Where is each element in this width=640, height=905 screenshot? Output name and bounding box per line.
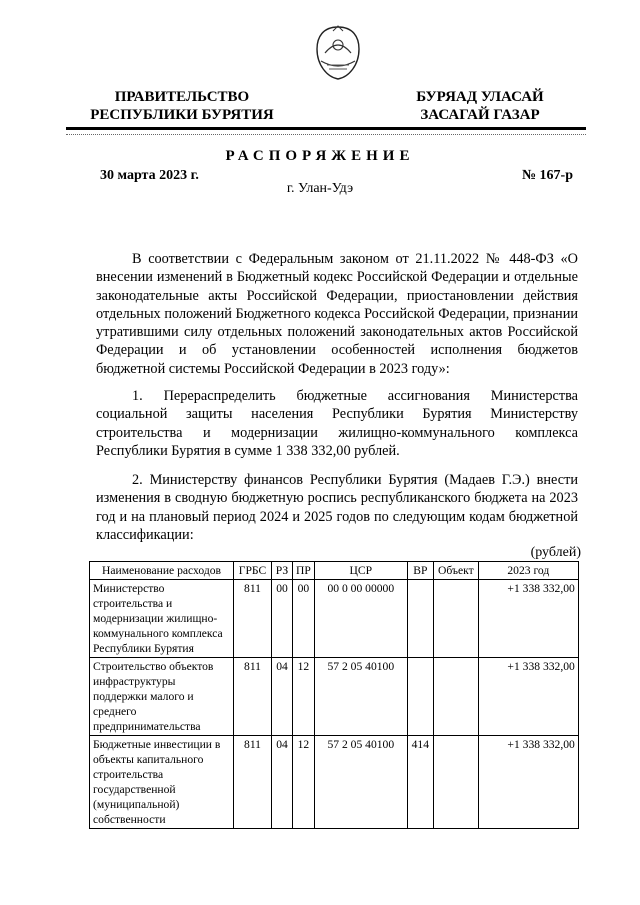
table-cell-amount: +1 338 332,00	[478, 580, 578, 658]
table-cell-pr: 12	[293, 658, 315, 736]
table-cell-csr: 57 2 05 40100	[314, 736, 407, 829]
document-title: РАСПОРЯЖЕНИЕ	[225, 148, 415, 164]
table-cell-object	[433, 658, 478, 736]
document-date: 30 марта 2023 г.	[100, 168, 199, 183]
table-cell-rz: 04	[272, 658, 293, 736]
table-cell-pr: 00	[293, 580, 315, 658]
table-row	[90, 658, 579, 736]
table-cell-vr	[407, 580, 433, 658]
table-cell-grbs: 811	[234, 580, 272, 658]
column-header: 2023 год	[478, 562, 578, 580]
table-cell-amount: +1 338 332,00	[478, 658, 578, 736]
clause-2-paragraph: 2. Министерству финансов Республики Бурятия (Мадаев Г.Э.) внести изменения в сводную бюджетную роспись республиканского бюджета на 2023 год и на плановый период 2024 и 2025 годов по следующим кодам бюджетной классификации:	[96, 472, 578, 543]
header-divider-dotted	[66, 134, 586, 135]
table-cell-name: Министерство строительства и модернизации жилищно-коммунального комплекса Республики Бурятия	[90, 580, 234, 658]
table-cell-object	[433, 580, 478, 658]
table-cell-pr: 12	[293, 736, 315, 829]
table-cell-vr	[407, 658, 433, 736]
government-name-line: РЕСПУБЛИКИ БУРЯТИЯ	[90, 107, 274, 123]
government-name-line: ПРАВИТЕЛЬСТВО	[114, 89, 250, 105]
government-name-ru	[82, 88, 282, 124]
table-row	[90, 736, 579, 829]
table-cell-amount: +1 338 332,00	[478, 736, 578, 829]
column-header: ЦСР	[314, 562, 407, 580]
column-header: ПР	[293, 562, 315, 580]
table-cell-rz: 00	[272, 580, 293, 658]
column-header: Наименование расходов	[90, 562, 234, 580]
table-cell-name: Строительство объектов инфраструктуры поддержки малого и среднего предпринимательства	[90, 658, 234, 736]
column-header: Объект	[433, 562, 478, 580]
table-cell-csr: 57 2 05 40100	[314, 658, 407, 736]
table-cell-object	[433, 736, 478, 829]
column-header: ГРБС	[234, 562, 272, 580]
clause-1-paragraph: 1. Перераспределить бюджетные ассигнования Министерства социальной защиты населения Республики Бурятия Министерству строительства и модернизации жилищно-коммунального комплекса Республики Бурятия в сумме 1 338 332,00 рублей.	[96, 388, 578, 459]
table-unit-label: (рублей)	[530, 545, 581, 560]
government-name-line: ЗАСАГАЙ ГАЗАР	[420, 107, 540, 123]
coat-of-arms-emblem	[311, 25, 365, 81]
header-divider	[66, 127, 586, 130]
document-city: г. Улан-Удэ	[286, 181, 354, 196]
table-cell-csr: 00 0 00 00000	[314, 580, 407, 658]
government-name-line: БУРЯАД УЛАСАЙ	[416, 89, 544, 105]
table-header-row	[90, 562, 579, 580]
column-header: ВР	[407, 562, 433, 580]
table-row	[90, 580, 579, 658]
column-header: РЗ	[272, 562, 293, 580]
table-cell-name: Бюджетные инвестиции в объекты капитального строительства государственной (муниципальной) собственности	[90, 736, 234, 829]
table-cell-rz: 04	[272, 736, 293, 829]
document-number: № 167-р	[521, 168, 573, 183]
table-cell-vr: 414	[407, 736, 433, 829]
table-cell-grbs: 811	[234, 658, 272, 736]
preamble-paragraph: В соответствии с Федеральным законом от 21.11.2022 № 448-ФЗ «О внесении изменений в Бюджетный кодекс Российской Федерации и отдельные законодательные акты Российской Федерации, приостановлении действия отдельных положений Бюджетного кодекса Российской Федерации, признании утратившими силу отдельных положений законодательных актов Российской Федерации и об установлении особенностей исполнения бюджетов бюджетной системы Российской Федерации в 2023 году»:	[96, 251, 578, 377]
budget-table	[89, 561, 579, 829]
government-name-bua	[405, 88, 555, 124]
table-cell-grbs: 811	[234, 736, 272, 829]
